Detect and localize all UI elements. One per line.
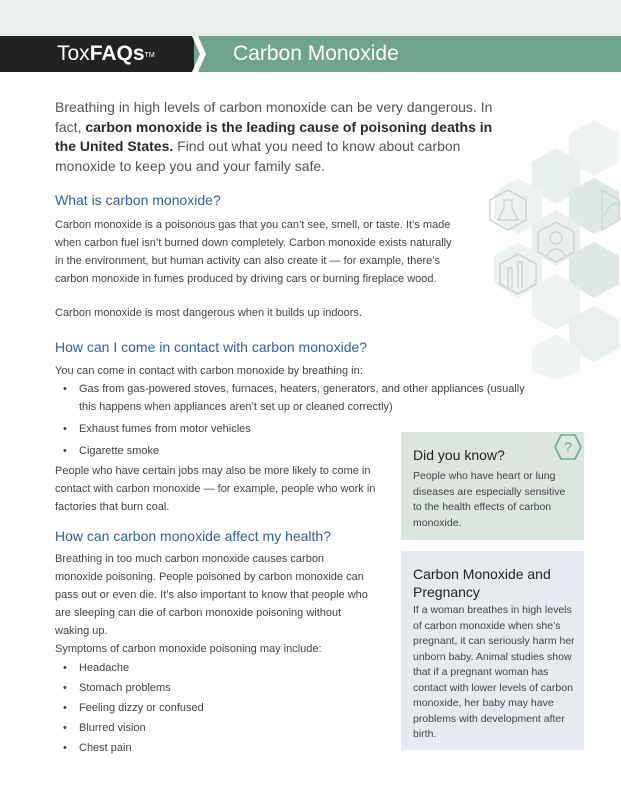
did-you-know-body: People who have heart or lung diseases are especially sensitive to the health effects of carbon monoxide. (413, 470, 566, 529)
list-item: • Headache (55, 659, 355, 677)
pregnancy-card (401, 551, 584, 750)
list-item: • Cigarette smoke (55, 442, 525, 460)
header-chevron (192, 36, 206, 72)
intro-lead: Breathing in high levels of carbon monoxide can be very dangerous. In fact, (55, 99, 493, 135)
trademark-mark: TM (144, 52, 155, 59)
list-item: • Feeling dizzy or confused (55, 699, 355, 717)
list-item: • Gas from gas-powered stoves, furnaces, heaters, generators, and other appliances (usually this happens when appliances aren’t set up or cleaned correctly) (55, 380, 525, 416)
symptoms-list (55, 659, 355, 757)
heading-health: How can carbon monoxide affect my health? (55, 528, 332, 544)
brand-bold-text: FAQs (89, 42, 145, 65)
heading-contact: How can I come in contact with carbon monoxide? (55, 339, 368, 355)
heading-what-is: What is carbon monoxide? (55, 192, 221, 208)
brand-box (0, 36, 200, 72)
pregnancy-body: If a woman breathes in high levels of carbon monoxide when she’s pregnant, it can seriously harm her unborn baby. Animal studies show that if a pregnant woman has contact with lower levels of carbon monoxide, her baby may have problems with development after birth. (413, 604, 575, 740)
contact-intro: You can come in contact with carbon monoxide by breathing in: (55, 365, 363, 377)
list-item: • Exhaust fumes from motor vehicles (55, 420, 525, 438)
did-you-know-title: Did you know? (413, 447, 505, 463)
intro-tail: Find out what you need to know about carbon monoxide to keep you and your family safe. (55, 138, 461, 174)
svg-text:?: ? (564, 439, 572, 455)
page-title: Carbon Monoxide (233, 42, 399, 65)
intro-bold: carbon monoxide is the leading cause of poisoning deaths in the United States. (55, 118, 493, 154)
intro-paragraph (55, 98, 505, 176)
health-paragraph: Breathing in too much carbon monoxide causes carbon monoxide poisoning. People poisoned by carbon monoxide can pass out or even die. It’s also important to know that people who are sleeping can die of carbon monoxide poisoning without waking up. (55, 553, 368, 637)
symptoms-intro: Symptoms of carbon monoxide poisoning may include: (55, 643, 322, 655)
brand-logo (57, 41, 155, 67)
hexagon-illustration (462, 120, 621, 380)
header-banner (0, 36, 621, 72)
list-item: • Chest pain (55, 739, 355, 757)
what-is-paragraph-2: Carbon monoxide is most dangerous when it builds up indoors. (55, 307, 362, 319)
list-item: • Blurred vision (55, 719, 355, 737)
question-hexagon-icon (554, 434, 582, 460)
list-item: • Stomach problems (55, 679, 355, 697)
what-is-paragraph-1: Carbon monoxide is a poisonous gas that you can’t see, smell, or taste. It’s made when carbon fuel isn’t burned down completely. Carbon monoxide exists naturally in the environment, but human activity can also create it — for example, there’s carbon monoxide in fumes produced by driving cars or burning fireplace wood. (55, 219, 452, 285)
top-strip (0, 0, 621, 36)
contact-outro: People who have certain jobs may also be more likely to come in contact with carbon monoxide — for example, people who work in factories that burn coal. (55, 465, 376, 513)
pregnancy-title: Carbon Monoxide and Pregnancy (413, 566, 551, 600)
brand-light-text: Tox (57, 42, 90, 65)
